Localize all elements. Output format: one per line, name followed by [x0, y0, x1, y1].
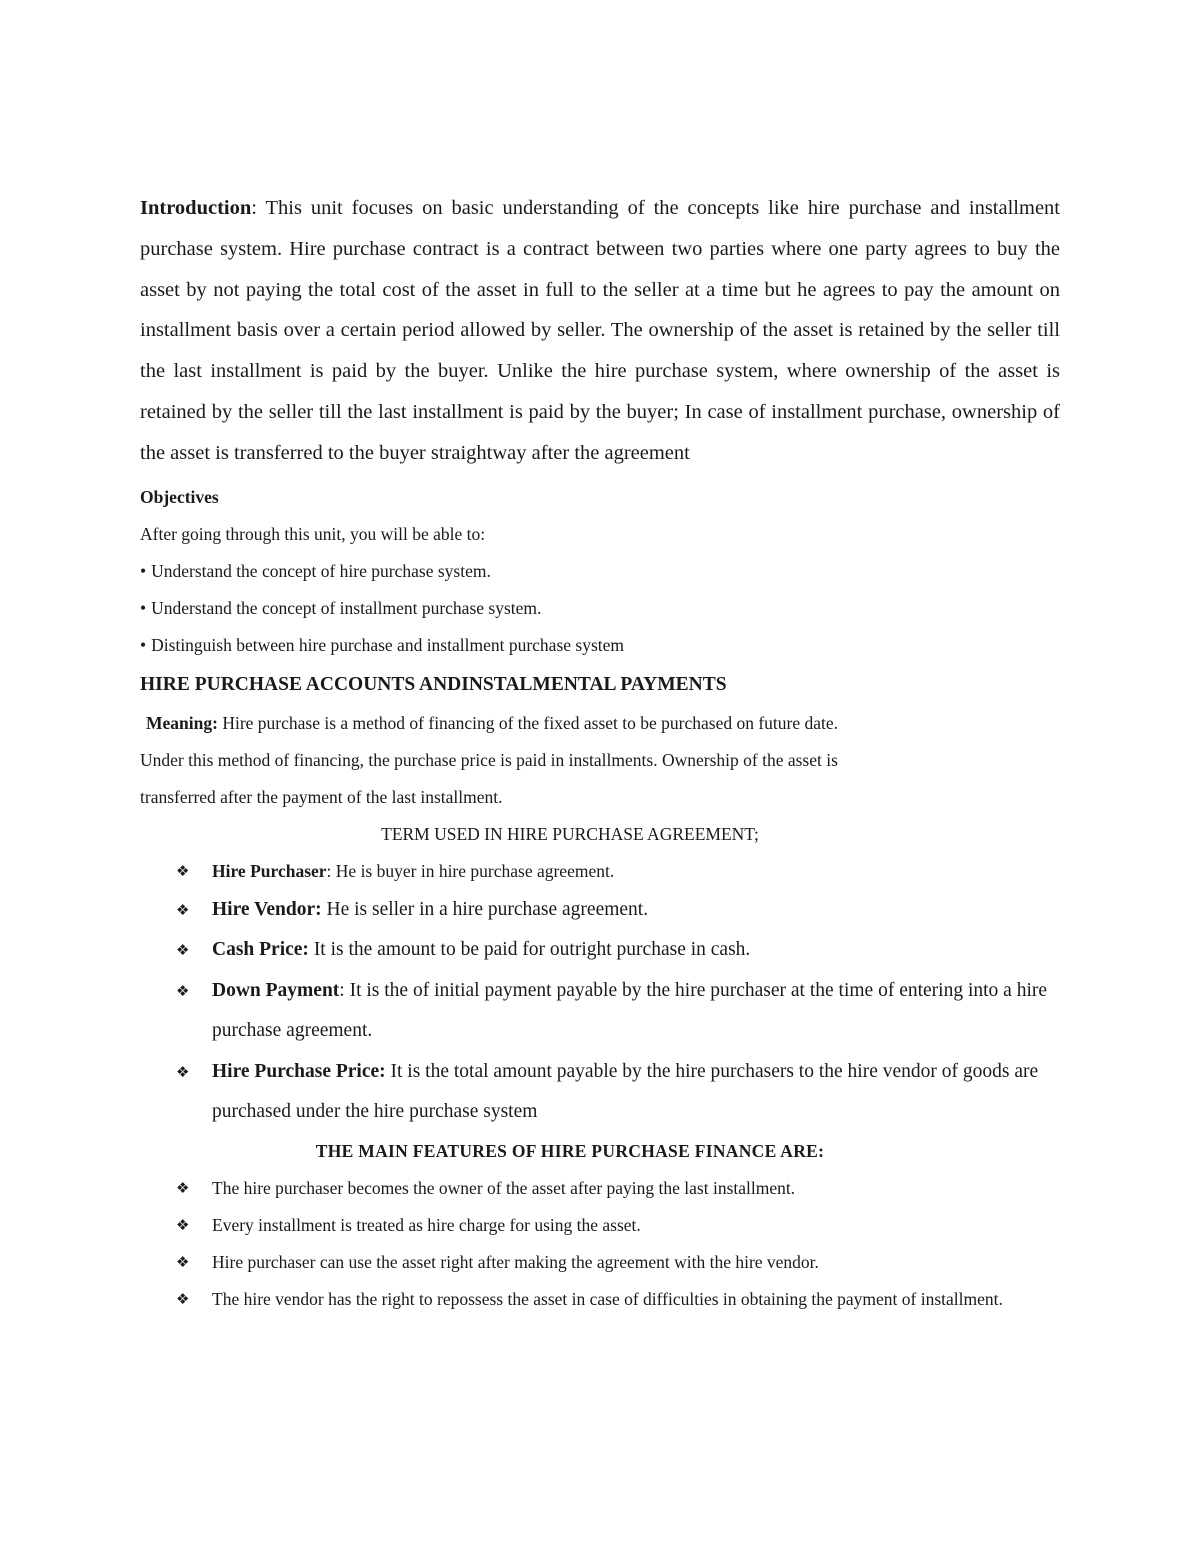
feature-text: The hire vendor has the right to repossess the asset in case of difficulties in obtaining the payment of installment. — [212, 1288, 1003, 1309]
features-title: THE MAIN FEATURES OF HIRE PURCHASE FINANCE ARE: — [315, 1140, 825, 1161]
term-item — [140, 971, 1060, 1052]
diamond-bullet-icon: ❖ — [176, 1289, 190, 1308]
objective-text: Understand the concept of installment purchase system. — [151, 597, 542, 618]
term-definition: He is seller in a hire purchase agreement. — [321, 898, 649, 920]
feature-item — [140, 1281, 1060, 1318]
term-item — [140, 853, 1060, 890]
section-heading: HIRE PURCHASE ACCOUNTS ANDINSTALMENTAL PAYMENTS — [140, 673, 727, 695]
meaning-line-3: transferred after the payment of the last installment. — [140, 786, 503, 807]
diamond-bullet-icon: ❖ — [176, 941, 190, 960]
diamond-bullet-icon: ❖ — [176, 900, 190, 919]
term-item — [140, 1052, 1060, 1133]
features-list — [140, 1170, 1060, 1318]
diamond-bullet-icon: ❖ — [176, 981, 190, 1000]
document-page — [140, 188, 1060, 1318]
introduction-paragraph — [140, 188, 1060, 474]
term-name: Cash Price: — [212, 939, 309, 961]
meaning-text: Hire purchase is a method of financing of the fixed asset to be purchased on future date. — [217, 712, 839, 733]
term-item — [140, 890, 1060, 931]
terms-list — [140, 853, 1060, 1133]
feature-text: Hire purchaser can use the asset right after making the agreement with the hire vendor. — [212, 1251, 819, 1272]
meaning-line-2: Under this method of financing, the purchase price is paid in installments. Ownership of the asset is — [140, 749, 838, 770]
term-definition: It is the total amount payable by the hire purchasers to the hire vendor of goods are purchased under the hire purchase system — [212, 1060, 1039, 1123]
term-name: Hire Vendor: — [212, 898, 322, 920]
feature-item — [140, 1244, 1060, 1281]
terms-title: TERM USED IN HIRE PURCHASE AGREEMENT; — [381, 823, 759, 844]
diamond-bullet-icon: ❖ — [176, 1252, 190, 1271]
feature-text: The hire purchaser becomes the owner of the asset after paying the last installment. — [212, 1177, 796, 1198]
diamond-bullet-icon: ❖ — [176, 861, 190, 880]
objectives-heading: Objectives — [140, 486, 219, 507]
feature-text: Every installment is treated as hire charge for using the asset. — [212, 1214, 641, 1235]
introduction-text: : This unit focuses on basic understanding of the concepts like hire purchase and installment purchase system. Hire purchase contract is a contract between two parties where one party agrees to buy the asset by not paying the total cost of the asset in full to the seller at a time but he agrees to pay the amount on installment basis over a certain period allowed by seller. The ownership of the asset is retained by the seller till the last installment is paid by the buyer. Unlike the hire purchase system, where ownership of the asset is retained by the seller till the last installment is paid by the buyer; In case of installment purchase, ownership of the asset is transferred to the buyer straightway after the agreement — [140, 197, 1060, 464]
objectives-lead: After going through this unit, you will be able to: — [140, 523, 486, 544]
objective-item — [140, 627, 1060, 664]
bullet-icon: • — [140, 597, 147, 618]
diamond-bullet-icon: ❖ — [176, 1178, 190, 1197]
meaning-line — [140, 705, 1060, 742]
bullet-icon: • — [140, 634, 147, 655]
objective-text: Understand the concept of hire purchase system. — [151, 560, 491, 581]
feature-item — [140, 1207, 1060, 1244]
term-definition: : It is the of initial payment payable by the hire purchaser at the time of entering into a hire purchase agreement. — [212, 979, 1048, 1042]
objectives-list — [140, 553, 1060, 664]
bullet-icon: • — [140, 560, 147, 581]
diamond-bullet-icon: ❖ — [176, 1215, 190, 1234]
objective-item — [140, 590, 1060, 627]
term-definition: It is the amount to be paid for outright purchase in cash. — [308, 939, 751, 961]
objective-item — [140, 553, 1060, 590]
term-name: Down Payment — [212, 979, 340, 1001]
meaning-label: Meaning: — [146, 712, 218, 733]
term-name: Hire Purchase Price: — [212, 1060, 386, 1082]
objective-text: Distinguish between hire purchase and installment purchase system — [151, 634, 625, 655]
term-definition: : He is buyer in hire purchase agreement. — [326, 860, 615, 881]
introduction-label: Introduction — [140, 197, 252, 219]
feature-item — [140, 1170, 1060, 1207]
diamond-bullet-icon: ❖ — [176, 1062, 190, 1081]
term-item — [140, 930, 1060, 971]
term-name: Hire Purchaser — [212, 860, 327, 881]
